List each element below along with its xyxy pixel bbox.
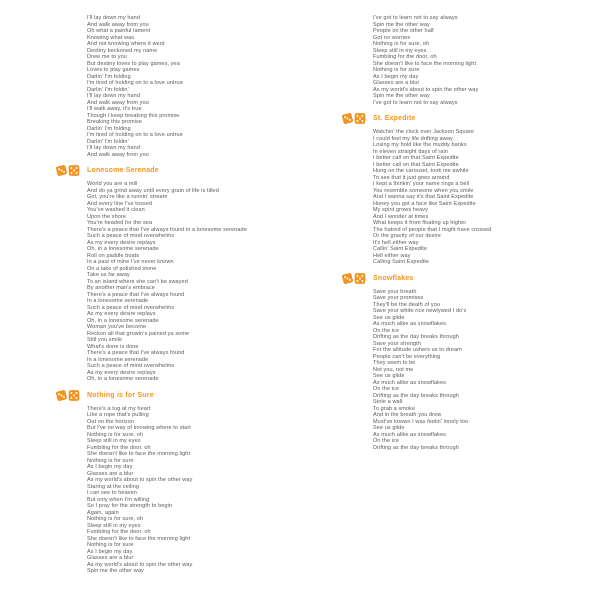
lyric-line: Nothing is for sure, oh bbox=[373, 41, 430, 47]
lyric-line: In a lonesome serenade bbox=[87, 356, 149, 363]
lyric-line: Out on the horizon bbox=[87, 418, 135, 425]
lyric-line: They'll be the death of you bbox=[373, 301, 441, 308]
lyric-line: I better call on that Saint Expedite bbox=[373, 161, 459, 168]
lyric-line: There's a peace that I've always found bbox=[87, 350, 185, 356]
lyric-line: Drew me to you bbox=[87, 54, 127, 60]
song-title: Nothing is for Sure bbox=[87, 391, 154, 399]
lyric-line: World you are a mill bbox=[87, 181, 138, 187]
lyric-line: I can see to heaven bbox=[87, 490, 137, 496]
lyric-line: I'll lay down my hand bbox=[87, 145, 140, 151]
lyrics-block bbox=[87, 406, 336, 575]
lyric-line: Take us far away bbox=[87, 272, 130, 278]
song-heading bbox=[342, 272, 592, 285]
lyric-line: Must've known I was feelin' lonely too bbox=[373, 418, 469, 425]
lyric-line: Sleep still in my eyes bbox=[373, 47, 427, 54]
lyric-line: Save your promises bbox=[373, 295, 424, 301]
lyric-line: I've got to learn not to say always bbox=[373, 99, 458, 106]
lyrics-column-right bbox=[342, 15, 592, 451]
lyric-line: You've washed it clean bbox=[87, 207, 145, 213]
lyric-line: And walk away from you bbox=[87, 21, 149, 28]
lyric-line: Drifting as the day breaks through bbox=[373, 392, 459, 399]
lyric-line: Save your white rice newlywed I do's bbox=[373, 308, 467, 314]
lyric-line: Calling Saint Expedite bbox=[373, 259, 430, 265]
lyric-line: Upon the shore bbox=[87, 213, 127, 220]
lyric-line: Spin me the other way bbox=[87, 568, 144, 574]
lyric-line: People can't be everything bbox=[373, 353, 441, 360]
lyric-line: But I've no way of knowing where to start bbox=[87, 425, 191, 431]
lyric-line: And walk away from you bbox=[87, 99, 149, 106]
dice-icon bbox=[342, 112, 366, 125]
lyric-line: As I begin my day bbox=[87, 548, 133, 555]
lyric-line: On the ice bbox=[373, 386, 400, 392]
lyric-line: As much alike as snowflakes bbox=[373, 379, 447, 386]
lyric-line: Oh, in a lonesome serenade bbox=[87, 376, 159, 382]
lyric-line: You're headed for the sea bbox=[87, 220, 153, 226]
lyric-line: I'll walk away, it's true bbox=[87, 106, 142, 112]
lyric-line: Oh, in a lonesome serenade bbox=[87, 317, 159, 324]
lyric-line: Still you smile bbox=[87, 337, 123, 343]
lyric-line: To grab a smoke bbox=[373, 405, 416, 412]
lyric-line: Darlin' I'm folding bbox=[87, 125, 131, 132]
lyric-line: On a lake of polished stone bbox=[87, 265, 157, 272]
lyric-line: Hell either way bbox=[373, 252, 411, 259]
lyric-line: Though I keep breaking this promise bbox=[87, 112, 180, 119]
lyric-line: So I pray for the strength to begin bbox=[87, 503, 173, 509]
song-section bbox=[342, 15, 592, 106]
lyric-line: Watchin' the clock over Jackson Square bbox=[373, 129, 474, 135]
lyric-line: People on the other half bbox=[373, 28, 434, 34]
lyric-line: As much alike as snowflakes bbox=[373, 321, 447, 327]
lyric-line: Glasses are a blur bbox=[373, 80, 420, 86]
dice-icon bbox=[342, 272, 366, 285]
lyric-line: As my world's about to spin the other way bbox=[87, 561, 193, 568]
lyric-line: Oh what a painful lament bbox=[87, 28, 151, 34]
lyric-line: As my every desire replays bbox=[87, 239, 156, 246]
lyric-line: Or the gravity of our desire bbox=[373, 233, 441, 239]
lyric-line: I kept a thinkin' your name rings a bell bbox=[373, 181, 470, 187]
lyric-line: Nothing is for sure bbox=[373, 67, 420, 73]
lyric-line: As I begin my day bbox=[87, 464, 133, 470]
lyric-line: She doesn't like to face the morning light bbox=[87, 535, 191, 542]
lyric-line: Stole a wall bbox=[373, 399, 403, 405]
lyric-line: Drifting as the day breaks through bbox=[373, 444, 459, 451]
lyric-line: To an island where she can't be swayed bbox=[87, 278, 188, 285]
lyric-line: Destiny beckoned my name bbox=[87, 47, 158, 54]
lyric-line: What keeps it from floating up higher bbox=[373, 220, 467, 226]
lyrics-block bbox=[373, 15, 592, 106]
lyric-line: Knowing what was bbox=[87, 34, 135, 41]
lyric-line: See us glide bbox=[373, 425, 405, 431]
song-heading bbox=[342, 112, 592, 125]
lyric-line: I've got to learn not to say always bbox=[373, 15, 458, 21]
lyrics-block bbox=[373, 129, 592, 266]
lyric-line: On the ice bbox=[373, 438, 400, 444]
lyric-line: And walk away from you bbox=[87, 151, 149, 158]
lyric-line: By another man's embrace bbox=[87, 285, 155, 291]
lyric-line: Like a rope that's pulling bbox=[87, 412, 149, 418]
lyric-line: I'll lay down my hand bbox=[87, 15, 140, 21]
lyric-line: I could feel my life drifting away bbox=[373, 135, 453, 142]
lyric-line: I'll lay down my hand bbox=[87, 93, 140, 99]
lyric-line: On the ice bbox=[373, 327, 400, 334]
lyric-line: In eleven straight days of rain bbox=[373, 148, 448, 155]
lyric-line: Fumbling for the door, oh bbox=[373, 54, 437, 60]
lyric-line: Darlin' I'm folding bbox=[87, 73, 131, 80]
lyric-line: There's a peace that I've always found in a lonesome serenade bbox=[87, 226, 247, 233]
lyric-line: Reckon all that growin's pained ya some bbox=[87, 330, 190, 337]
lyric-line: Girl, you're like a runnin' stream bbox=[87, 194, 168, 200]
lyric-line: But only when I'm willing bbox=[87, 496, 150, 503]
lyric-line: She doesn't like to face the morning light bbox=[373, 60, 477, 67]
lyric-line: And in the breath you drew bbox=[373, 412, 442, 418]
lyric-line: Save your breath bbox=[373, 288, 417, 295]
lyric-line: And I wanna say it's that Saint Expedite bbox=[373, 194, 474, 200]
lyric-line: Sleep still in my eyes bbox=[87, 438, 141, 444]
song-section bbox=[56, 15, 336, 158]
lyric-line: Got no worries bbox=[373, 34, 411, 41]
lyric-line: As I begin my day bbox=[373, 73, 419, 80]
lyric-line: Woman you've become bbox=[87, 324, 147, 330]
lyric-line: Roll on paddle boats bbox=[87, 252, 140, 259]
lyric-line: See us glide bbox=[373, 373, 405, 379]
lyric-line: Staring at the ceiling bbox=[87, 483, 140, 490]
lyric-line: Fumbling for the door, oh bbox=[87, 529, 151, 535]
lyric-line: I better call on that Saint Expedite bbox=[373, 155, 459, 161]
lyric-line: Darlin' I'm foldin' bbox=[87, 86, 129, 93]
lyric-line: Nothing is for sure bbox=[87, 542, 134, 548]
lyric-line: Nothing is for sure, oh bbox=[87, 431, 144, 438]
lyric-line: Again, again bbox=[87, 509, 119, 516]
lyric-line: I'm tired of holding on to a love untrue bbox=[87, 132, 183, 138]
lyric-line: It's hell either way bbox=[373, 239, 419, 246]
lyric-line: As my every desire replays bbox=[87, 311, 156, 317]
lyrics-block bbox=[87, 181, 336, 383]
lyric-line: Hung on the carousel, took me awhile bbox=[373, 168, 469, 174]
dice-icon bbox=[56, 164, 80, 177]
lyric-line: As my world's about to spin the other way bbox=[87, 477, 193, 483]
lyric-line: Nothing is for sure, oh bbox=[87, 516, 144, 522]
lyrics-column-left bbox=[56, 15, 336, 575]
lyric-line: As my every desire replays bbox=[87, 369, 156, 376]
lyric-line: As my world's about to spin the other way bbox=[373, 86, 479, 93]
lyric-line: Callin' Saint Expedite bbox=[373, 246, 428, 252]
lyric-line: Glasses are a blur bbox=[87, 555, 134, 561]
lyric-line: There's a tug at my heart bbox=[87, 405, 151, 412]
lyric-line: Save your strength bbox=[373, 340, 421, 347]
lyric-line: Oh, in a lonesome serenade bbox=[87, 246, 159, 252]
song-heading bbox=[56, 389, 336, 402]
lyric-line: Breaking this promise bbox=[87, 119, 142, 125]
song-section bbox=[56, 389, 336, 575]
song-heading bbox=[56, 164, 336, 177]
lyric-line: My spirit grows heavy bbox=[373, 207, 428, 213]
lyric-line: They seem to be bbox=[373, 360, 416, 366]
song-section bbox=[342, 112, 592, 266]
lyric-line: Darlin' I'm foldin' bbox=[87, 138, 129, 145]
lyric-line: Such a peace of mind overwhelms bbox=[87, 363, 175, 369]
lyric-line: Sleep still in my eyes bbox=[87, 522, 141, 529]
lyric-line: Such a peace of mind overwhelms bbox=[87, 304, 175, 311]
lyric-line: The hatred of people that I might have crossed bbox=[373, 226, 492, 233]
lyric-line: In a past of mine I've never known bbox=[87, 259, 174, 265]
lyric-line: And do ya grind away until every grain of life is tilled bbox=[87, 187, 219, 194]
lyric-line: And every line I've tossed bbox=[87, 200, 153, 207]
lyric-line: Nothing is for sure bbox=[87, 457, 134, 464]
lyrics-block bbox=[373, 289, 592, 452]
lyric-line: Fumbling for the door, oh bbox=[87, 444, 151, 451]
lyric-line: And not knowing where it went bbox=[87, 41, 165, 47]
lyric-line: I'm tired of holding on to a love untrue bbox=[87, 80, 183, 86]
lyric-line: What's done is done bbox=[87, 343, 139, 350]
lyric-line: In a lonesome serenade bbox=[87, 298, 149, 304]
lyric-line: To see that it just goes around bbox=[373, 174, 450, 181]
lyric-line: There's a peace that I've always found bbox=[87, 291, 185, 298]
song-title: Snowflakes bbox=[373, 274, 414, 282]
lyric-line: And I wonder at times bbox=[373, 213, 429, 220]
lyric-line: Spin me the other way bbox=[373, 21, 430, 28]
lyrics-block bbox=[87, 15, 336, 158]
lyric-line: Losing my hold like the muddy banks bbox=[373, 142, 467, 148]
lyric-line: Not you, not me bbox=[373, 366, 414, 373]
lyric-line: But destiny loves to play games, yea bbox=[87, 60, 180, 67]
dice-icon bbox=[56, 389, 80, 402]
lyric-line: As much alike as snowflakes bbox=[373, 431, 447, 438]
lyric-line: Glasses are a blur bbox=[87, 470, 134, 477]
lyric-line: Such a peace of mind overwhelms bbox=[87, 233, 175, 239]
lyric-line: Spin me the other way bbox=[373, 93, 430, 99]
lyric-line: See us glide bbox=[373, 314, 405, 321]
lyric-line: Loves to play games bbox=[87, 67, 140, 73]
song-section bbox=[342, 272, 592, 452]
lyric-line: For the altitude ushers us to dream bbox=[373, 347, 462, 353]
song-section bbox=[56, 164, 336, 383]
song-title: Lonesome Serenade bbox=[87, 167, 159, 174]
song-title: St. Expedite bbox=[373, 115, 416, 122]
lyric-line: She doesn't like to face the morning light bbox=[87, 451, 191, 457]
lyric-line: You resemble someone when you smile bbox=[373, 187, 474, 194]
lyric-line: Honey you got a face like Saint Expedite bbox=[373, 200, 476, 207]
lyric-line: Drifting as the day breaks through bbox=[373, 334, 459, 340]
